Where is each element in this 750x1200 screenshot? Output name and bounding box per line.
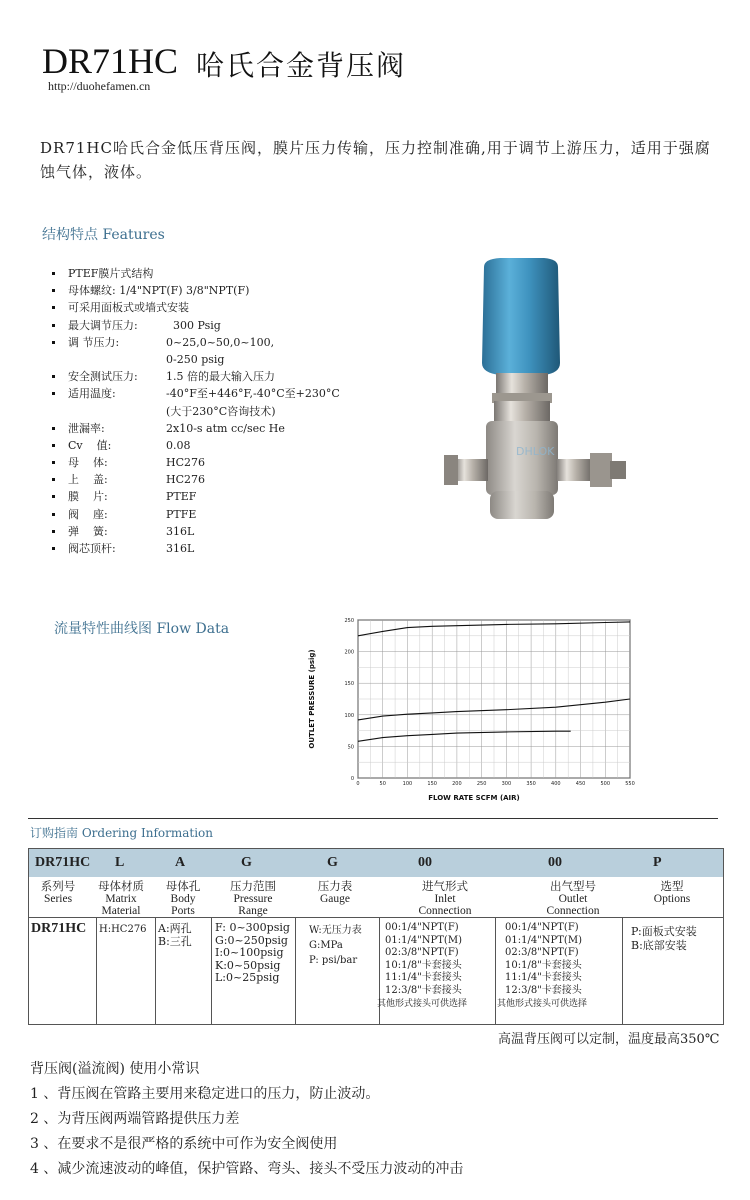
code-options: P — [653, 855, 662, 870]
feature-label: PTEF膜片式结构 — [68, 267, 154, 280]
header-inlet: 进气形式 Inlet Connection — [418, 881, 472, 917]
code-inlet: 00 — [418, 855, 432, 870]
feature-label: 可采用面板式或墙式安装 — [68, 301, 189, 315]
header-pressure: 压力范围 Pressure Range — [230, 881, 276, 917]
inlet-option: 00:1/4"NPT(F) — [385, 922, 459, 933]
feature-label: Cv 值: — [68, 438, 112, 452]
ordering-table — [28, 848, 724, 1025]
code-series: DR71HC — [35, 855, 91, 870]
feature-item — [56, 299, 416, 316]
tips-title: 背压阀(溢流阀) 使用小常识 — [30, 1061, 200, 1077]
feature-item — [56, 317, 416, 334]
gauge-options — [309, 923, 362, 968]
header-outlet: 出气型号 Outlet Connection — [546, 881, 600, 917]
header-series: 系列号 Series — [40, 881, 76, 905]
y-tick-label: 150 — [344, 681, 354, 688]
feature-value: PTEF — [166, 490, 197, 504]
inlet-option: 10:1/8"卡套接头 — [385, 959, 462, 971]
code-ports: A — [175, 855, 186, 870]
flow-chart — [300, 610, 640, 805]
product-model-title: DR71HC — [42, 41, 179, 81]
feature-item — [56, 488, 416, 505]
outlet-options — [497, 922, 588, 1010]
feature-value: 316L — [166, 524, 195, 538]
feature-value: 2x10-s atm cc/sec He — [166, 421, 285, 435]
flow-heading: 流量特性曲线图 Flow Data — [54, 621, 230, 637]
features-list — [56, 265, 416, 557]
tip-item: 3 、在要求不是很严格的系统中可作为安全阀使用 — [30, 1136, 338, 1152]
pressure-value: F: 0~300psig G:0~250psig I:0~100psig K:0~50psig L:0~25psig — [215, 921, 290, 984]
mounting-options — [631, 925, 697, 953]
code-band — [29, 849, 723, 877]
gauge-option: W:无压力表 — [309, 925, 362, 936]
feature-item — [56, 437, 416, 454]
feature-value-cont: 0-250 psig — [166, 352, 225, 366]
gauge-option: G:MPa — [309, 940, 343, 951]
header-matrix: 母体材质 Matrix Material — [98, 881, 144, 917]
section-divider — [28, 818, 718, 819]
inlet-options — [377, 922, 468, 1010]
table-rule — [29, 917, 723, 918]
tip-item: 4 、减少流速波动的峰值，保护管路、弯头、接头不受压力波动的冲击 — [30, 1161, 464, 1177]
feature-label: 安全测试压力: — [68, 370, 138, 384]
x-tick-label: 450 — [575, 781, 586, 787]
x-tick-label: 200 — [452, 781, 462, 787]
feature-value-cont: (大于230°C咨询技术) — [166, 404, 276, 418]
other-connections-note: 其他形式接头可供选择 — [497, 998, 588, 1009]
outlet-option: 11:1/4"卡套接头 — [505, 972, 582, 984]
blue-knob — [482, 258, 560, 375]
x-tick-label: 250 — [476, 781, 487, 787]
tip-item: 1 、背压阀在管路主要用来稳定进口的压力，防止波动。 — [30, 1086, 380, 1102]
x-tick-label: 150 — [427, 781, 437, 787]
inlet-option: 01:1/4"NPT(M) — [385, 934, 462, 946]
feature-value: 300 Psig — [166, 318, 221, 332]
feature-item — [56, 368, 416, 385]
other-connections-note: 其他形式接头可供选择 — [377, 998, 468, 1009]
y-tick-label: 200 — [344, 649, 354, 656]
y-tick-label: 50 — [347, 744, 354, 751]
x-tick-label: 50 — [379, 781, 386, 787]
feature-value: 0.08 — [166, 438, 191, 452]
outlet-option: 10:1/8"卡套接头 — [505, 959, 582, 971]
feature-item — [56, 471, 416, 488]
feature-label: 适用温度: — [68, 387, 116, 401]
product-photo — [440, 255, 640, 535]
feature-value: 1.5 倍的最大输入压力 — [166, 370, 275, 384]
feature-item — [56, 420, 416, 437]
feature-label: 膜 片: — [68, 490, 108, 504]
outlet-option: 12:3/8"卡套接头 — [505, 984, 582, 996]
code-outlet: 00 — [548, 855, 562, 870]
code-matrix: L — [115, 855, 125, 870]
outlet-option: 00:1/4"NPT(F) — [505, 922, 579, 933]
series-value: DR71HC — [31, 921, 87, 936]
x-tick-label: 100 — [402, 781, 413, 787]
website-url[interactable]: http://duohefamen.cn — [48, 79, 151, 93]
feature-label: 阀 座: — [68, 507, 108, 521]
feature-label: 母体螺纹: 1/4"NPT(F) 3/8"NPT(F) — [68, 284, 250, 298]
y-axis-label: OUTLET PRESSURE (psig) — [308, 649, 316, 749]
mounting-option: P:面板式安装 — [631, 925, 697, 938]
feature-item — [56, 540, 416, 557]
feature-value: 316L — [166, 542, 195, 556]
x-tick-label: 300 — [501, 781, 512, 787]
y-tick-label: 250 — [344, 618, 354, 624]
feature-label: 弹 簧: — [68, 524, 108, 538]
feature-value: HC276 — [166, 456, 206, 470]
feature-item — [56, 334, 416, 368]
intro-paragraph: DR71HC哈氏合金低压背压阀，膜片压力传输，压力控制准确,用于调节上游压力，适用于强腐蚀气体，液体。 — [40, 139, 711, 181]
feature-label: 调 节压力: — [68, 335, 120, 349]
header-gauge: 压力表 Gauge — [317, 881, 353, 905]
gauge-option: P: psi/bar — [309, 955, 358, 966]
tip-item: 2 、为背压阀两端管路提供压力差 — [30, 1111, 240, 1127]
feature-label: 上 盖: — [68, 473, 108, 487]
feature-item — [56, 282, 416, 299]
header-options: 选型 Options — [653, 881, 691, 905]
product-name-title: 哈氏合金背压阀 — [196, 49, 407, 82]
x-tick-label: 500 — [600, 781, 611, 787]
feature-label: 泄漏率: — [68, 421, 105, 435]
feature-value: -40°F至+446°F,-40°C至+230°C — [166, 387, 340, 401]
inlet-option: 02:3/8"NPT(F) — [385, 947, 459, 959]
inlet-option: 12:3/8"卡套接头 — [385, 984, 462, 996]
feature-value: 0~25,0~50,0~100, — [166, 335, 275, 349]
outlet-option: 01:1/4"NPT(M) — [505, 934, 582, 946]
feature-label: 阀芯顶杆: — [68, 542, 116, 556]
custom-note: 高温背压阀可以定制，温度最高350℃ — [498, 1032, 720, 1047]
feature-value: PTFE — [166, 507, 197, 521]
mounting-option: B:底部安装 — [631, 939, 687, 952]
feature-label: 母 体: — [68, 456, 108, 470]
x-tick-label: 400 — [551, 781, 561, 787]
x-tick-label: 550 — [625, 781, 635, 787]
feature-item — [56, 385, 416, 419]
matrix-value: H:HC276 — [99, 924, 147, 935]
feature-value: HC276 — [166, 473, 206, 487]
feature-item — [56, 506, 416, 523]
feature-label: 最大调节压力: — [68, 318, 138, 332]
feature-item — [56, 523, 416, 540]
y-tick-label: 0 — [350, 776, 354, 782]
feature-item — [56, 454, 416, 471]
features-heading: 结构特点 Features — [42, 227, 165, 243]
ordering-heading: 订购指南 Ordering Information — [30, 826, 213, 840]
header-ports: 母体孔 Body Ports — [165, 881, 201, 917]
x-axis-label: FLOW RATE SCFM (AIR) — [428, 794, 520, 802]
inlet-option: 11:1/4"卡套接头 — [385, 972, 462, 984]
ports-value: A:两孔 B:三孔 — [158, 922, 192, 948]
y-tick-label: 100 — [344, 712, 354, 719]
x-tick-label: 350 — [526, 781, 536, 787]
code-pressure: G — [241, 855, 252, 870]
x-tick-label: 0 — [356, 781, 360, 787]
outlet-option: 02:3/8"NPT(F) — [505, 947, 579, 959]
code-gauge: G — [327, 855, 338, 870]
feature-item — [56, 265, 416, 282]
photo-watermark: DHLOK — [516, 445, 555, 458]
